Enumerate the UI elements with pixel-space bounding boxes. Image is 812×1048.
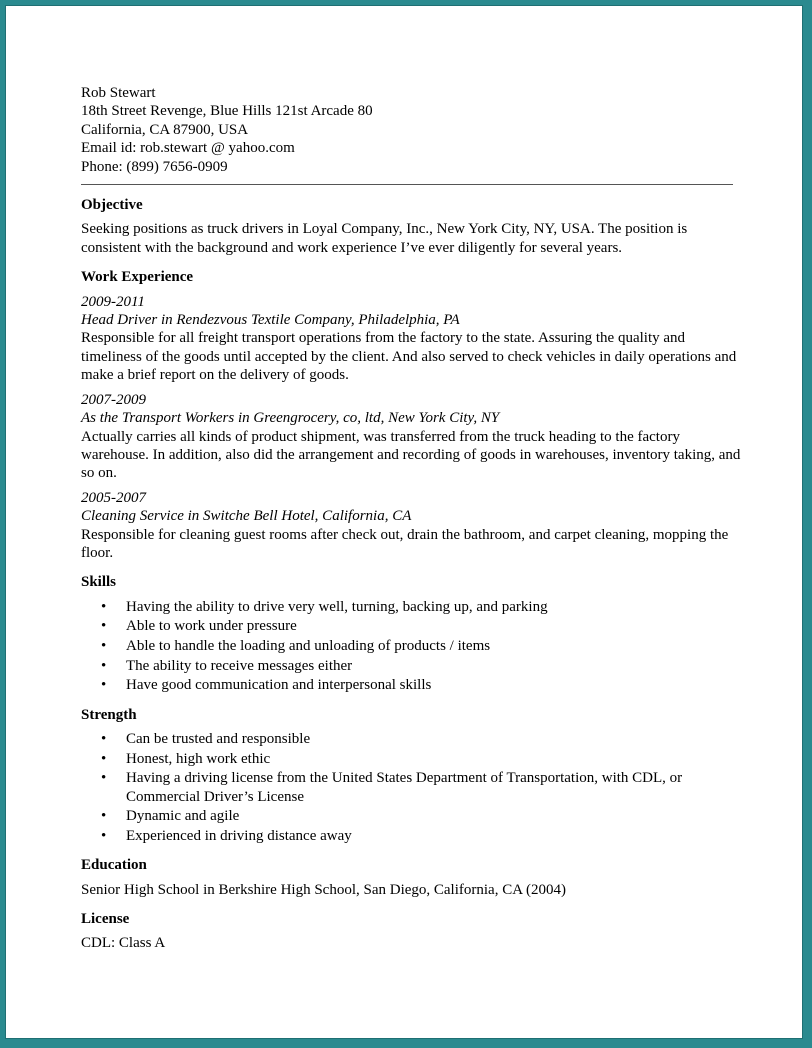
objective-heading: Objective [81,197,143,214]
contact-email: Email id: rob.stewart @ yahoo.com [81,140,295,157]
list-item [101,676,741,694]
education-heading: Education [81,857,147,874]
job-description: Actually carries all kinds of product shipment, was transferred from the truck heading to the factory warehouse. In addition, also did the arrangement and recording of goods in warehouses, inventory taking, and so on. [81,428,741,482]
bullet-icon: • [101,618,107,635]
contact-name: Rob Stewart [81,85,156,101]
strength-text: Experienced in driving distance away [126,827,352,844]
list-item [101,769,741,806]
list-item [101,730,741,748]
bullet-icon: • [101,827,107,844]
strength-text: Honest, high work ethic [126,750,271,767]
education-text: Senior High School in Berkshire High School, San Diego, California, CA (2004) [81,881,566,898]
skill-text: Have good communication and interpersonal skills [126,677,432,694]
bullet-icon: • [101,770,107,787]
list-item [101,807,741,825]
work-experience-heading: Work Experience [81,269,194,286]
job-years: 2009-2011 [81,293,145,310]
bullet-icon: • [101,598,107,615]
job-description: Responsible for cleaning guest rooms after check out, drain the bathroom, and carpet cleaning, mopping the floor. [81,526,729,561]
job-entry [81,293,741,385]
skills-heading: Skills [81,574,117,591]
contact-address-line-2: California, CA 87900, USA [81,121,249,138]
list-item [101,657,741,675]
bullet-icon: • [101,730,107,747]
strength-text: Having a driving license from the United States Department of Transportation, with CDL, or Commercial Driver’s License [126,770,683,805]
list-item [101,750,741,768]
job-entry [81,391,741,483]
strength-list [101,730,741,845]
skill-text: The ability to receive messages either [126,657,353,674]
list-item [101,617,741,635]
skill-text: Able to handle the loading and unloading of products / items [126,637,491,654]
skill-text: Having the ability to drive very well, turning, backing up, and parking [126,598,548,615]
contact-phone: Phone: (899) 7656-0909 [81,158,228,175]
header-divider [81,184,733,185]
strength-heading: Strength [81,706,137,723]
license-text: CDL: Class A [81,935,166,952]
skill-text: Able to work under pressure [126,618,297,635]
job-years: 2007-2009 [81,391,146,408]
job-entry [81,489,741,563]
resume-content [81,84,741,953]
strength-text: Dynamic and agile [126,808,240,825]
bullet-icon: • [101,637,107,654]
license-heading: License [81,910,130,927]
contact-block [81,84,741,176]
strength-text: Can be trusted and responsible [126,730,311,747]
objective-text: Seeking positions as truck drivers in Loyal Company, Inc., New York City, NY, USA. The position is consistent with the background and work experience I’ve ever diligently for several years. [81,221,688,256]
job-role: Cleaning Service in Switche Bell Hotel, California, CA [81,508,412,525]
bullet-icon: • [101,808,107,825]
skills-list [101,598,741,695]
resume-page [5,5,803,1039]
job-years: 2005-2007 [81,489,146,506]
job-role: Head Driver in Rendezvous Textile Company, Philadelphia, PA [81,312,460,329]
job-description: Responsible for all freight transport operations from the factory to the state. Assuring the quality and timeliness of the goods until accepted by the client. And also served to check vehicles in daily operations and make a brief report on the delivery of goods. [81,330,737,384]
list-item [101,598,741,616]
bullet-icon: • [101,677,107,694]
bullet-icon: • [101,657,107,674]
bullet-icon: • [101,750,107,767]
list-item [101,637,741,655]
contact-address-line-1: 18th Street Revenge, Blue Hills 121st Arcade 80 [81,103,373,120]
job-role: As the Transport Workers in Greengrocery, co, ltd, New York City, NY [81,410,500,427]
list-item [101,827,741,845]
